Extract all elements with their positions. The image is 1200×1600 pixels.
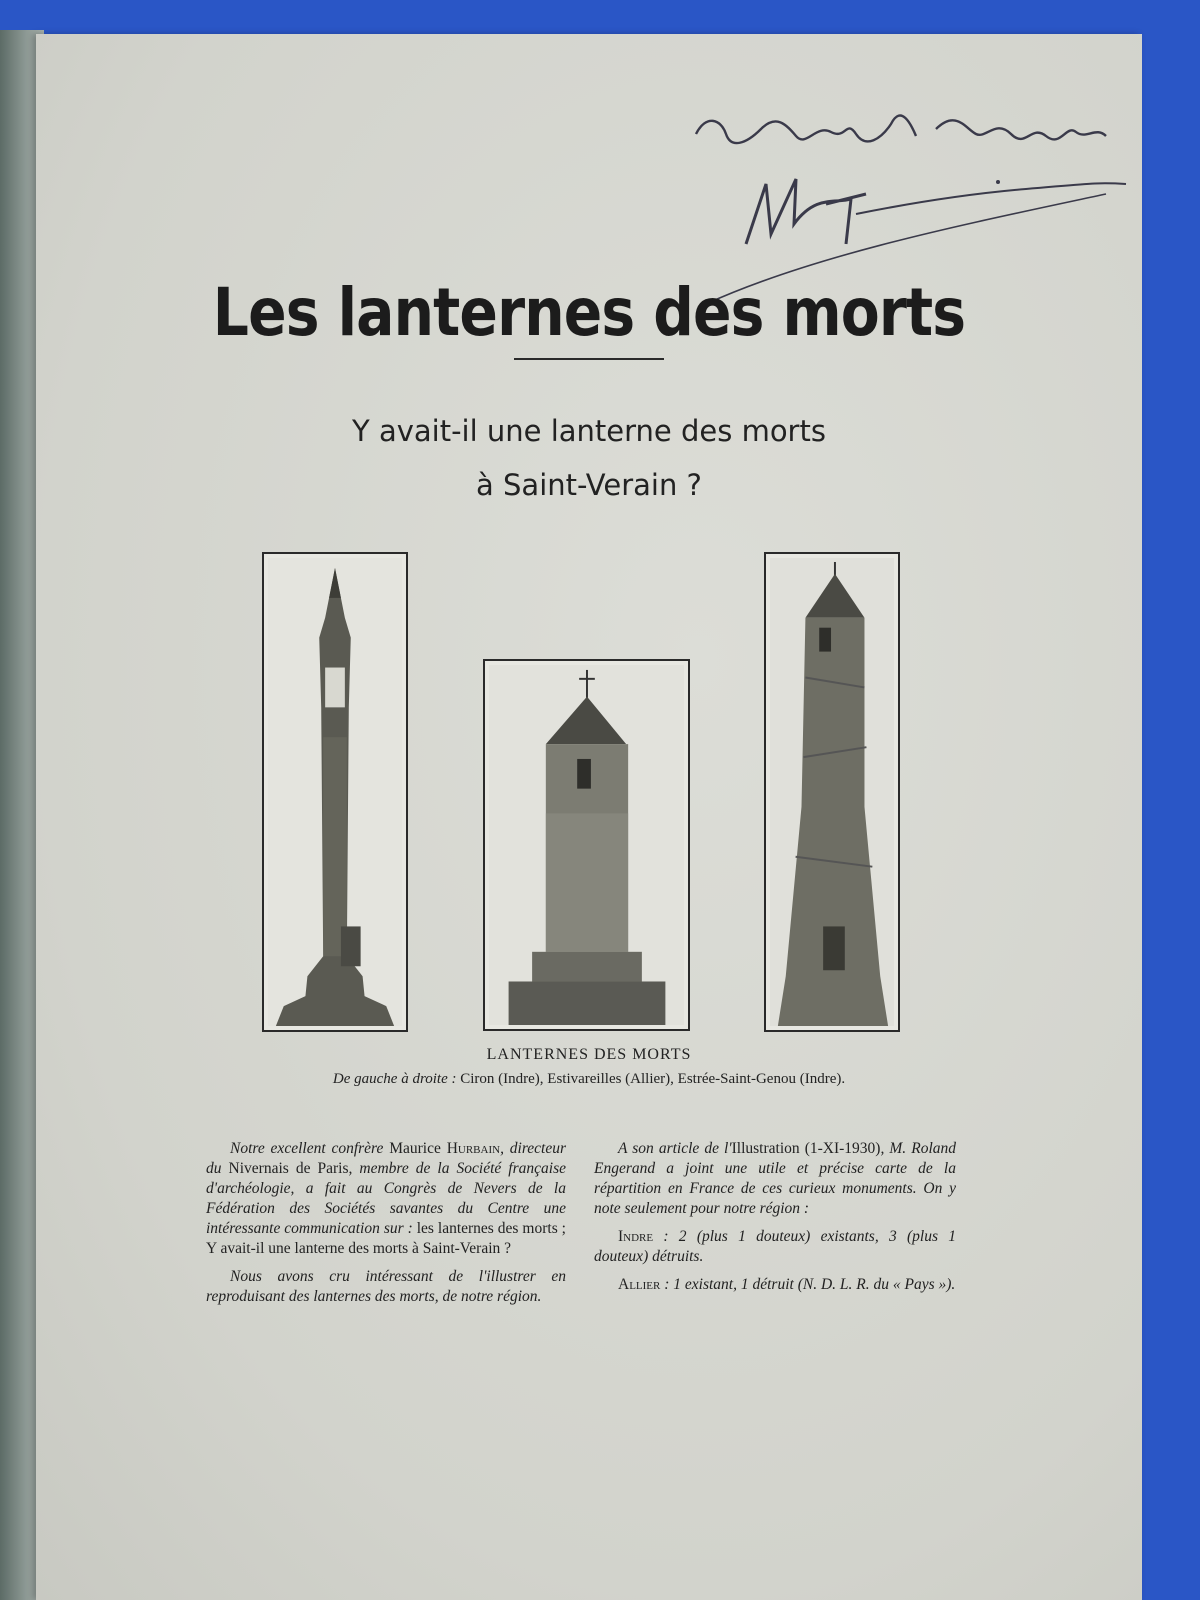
figure-caption-places: Ciron (Indre), Estivareilles (Allier), Estrée-Saint-Genou (Indre). <box>460 1071 846 1087</box>
figure-caption <box>36 1071 1142 1088</box>
right-p1-intro: A son article de l' <box>618 1140 732 1157</box>
document-page <box>36 34 1142 1600</box>
article-right-column <box>594 1139 956 1303</box>
left-paragraph-2: Nous avons cru intéressant de l'illustrer en reproduisant des lanternes des morts, de notre région. <box>206 1268 566 1305</box>
figure-caption-title: LANTERNES DES MORTS <box>486 1046 692 1063</box>
subtitle-line-1: Y avait-il une lanterne des morts <box>352 414 826 448</box>
left-paragraph-1 <box>206 1139 566 1259</box>
journal-name: Nivernais de Paris <box>228 1160 349 1177</box>
photo-estree-saint-genou-lantern <box>764 552 900 1032</box>
photo-estivareilles-lantern <box>483 659 690 1031</box>
right-paragraph-1 <box>594 1139 956 1219</box>
left-p1-body: , membre de la Société française d'archéologie, a fait au Congrès de Nevers de la Fédération des Sociétés savantes du Centre une intéressante communication sur : <box>206 1160 566 1237</box>
editor-note: (N. D. L. R. du « Pays »). <box>797 1276 956 1293</box>
subtitle-line-2: à Saint-Verain ? <box>476 468 702 502</box>
author-first-name: Maurice <box>389 1140 441 1157</box>
allier-label: Allier <box>618 1276 661 1293</box>
indre-text: : 2 (plus 1 douteux) existants, 3 (plus 1 douteux) détruits. <box>594 1228 956 1265</box>
page-title: Les lanternes des morts <box>212 274 966 351</box>
right-p1-body: , M. Roland Engerand a joint une utile et précise carte de la répartition en France de ces curieux monuments. On y note seulement pour notre région : <box>594 1140 956 1217</box>
article-date: (1-XI-1930) <box>804 1140 881 1157</box>
illustration-journal: Illustration <box>731 1140 800 1157</box>
left-p1-role: , directeur du <box>206 1140 567 1177</box>
allier-stats <box>594 1275 956 1295</box>
photo-ciron-lantern <box>262 552 408 1032</box>
handwritten-signature <box>666 74 1136 304</box>
indre-stats <box>594 1227 956 1267</box>
title-divider <box>514 358 664 360</box>
allier-text: : 1 existant, 1 détruit <box>664 1276 794 1293</box>
author-surname: Hurbain <box>446 1140 501 1157</box>
left-p1-intro: Notre excellent confrère <box>230 1140 384 1157</box>
figure-caption-lead: De gauche à droite : <box>332 1071 457 1087</box>
article-left-column <box>206 1139 566 1315</box>
left-p1-topic: les lanternes des morts ; Y avait-il une lanterne des morts à Saint-Verain ? <box>206 1220 566 1257</box>
indre-label: Indre <box>618 1228 654 1245</box>
